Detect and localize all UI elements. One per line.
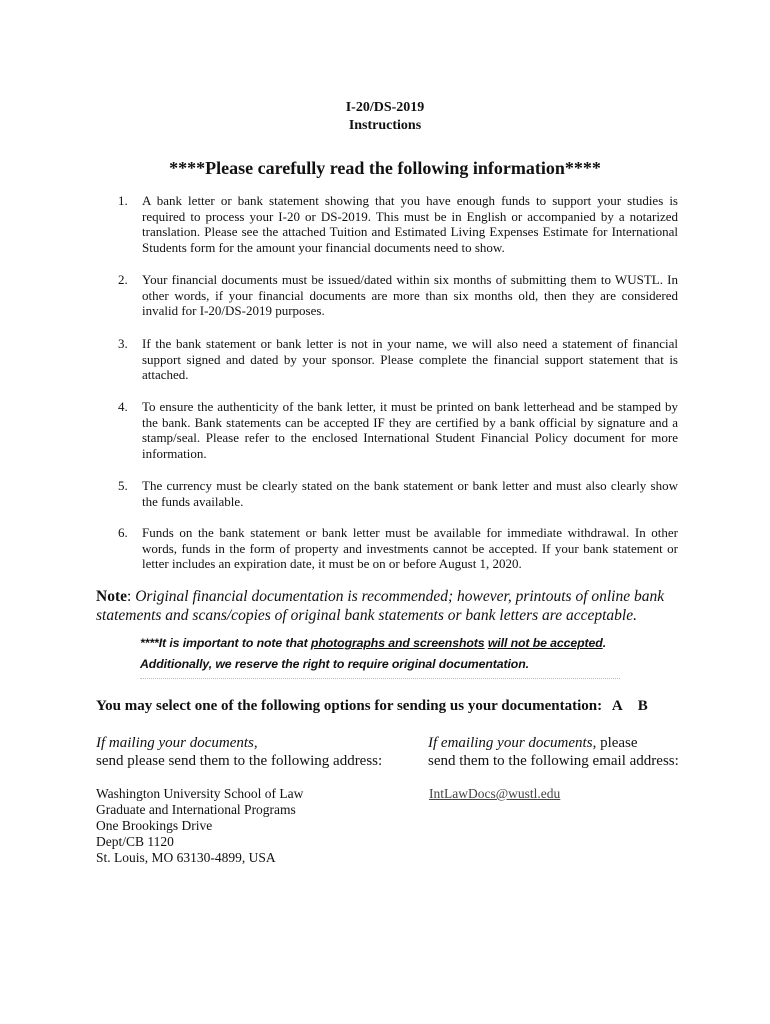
list-item-text: Funds on the bank statement or bank letter must be available for immediate withdrawal. In other words, funds in the form of property and investments cannot be accepted. If your bank statement or letter includes an expiration date, it must be on or before August 1, 2020. xyxy=(142,525,678,571)
mail-intro-rest: , xyxy=(253,735,258,751)
list-item-text: Your financial documents must be issued/dated within six months of submitting them to WUSTL. In other words, if your financial documents are more than six months old, then they are considered invalid for I-20/DS-2019 purposes. xyxy=(142,272,678,318)
note-text: Original financial documentation is recommended; however, printouts of online bank statements and scans/copies of original bank statements or bank letters are acceptable. xyxy=(96,588,665,624)
list-item xyxy=(118,478,678,509)
warning-text-5: . Additionally, we reserve the right to require original documentation. xyxy=(140,636,607,671)
options-text: You may select one of the following options for sending us your documentation: xyxy=(96,698,603,714)
list-item-text: If the bank statement or bank letter is not in your name, we will also need a statement of financial support signed and dated by your sponsor. Please complete the financial support statement that is attached. xyxy=(142,336,678,382)
list-item-number: 4. xyxy=(118,399,128,414)
list-item-text: A bank letter or bank statement showing that you have enough funds to support your studies is required to process your I-20 or DS-2019. This must be in English or accompanied by a notarized translation. Please see the attached Tuition and Estimated Living Expenses Estimate for International Students form for the amount your financial documents need to show. xyxy=(142,193,678,255)
list-item xyxy=(118,336,678,383)
section-heading: ****Please carefully read the following information**** xyxy=(169,158,601,178)
email-intro xyxy=(428,734,679,752)
address-line: One Brookings Drive xyxy=(96,818,213,833)
address-line: St. Louis, MO 63130-4899, USA xyxy=(96,850,276,865)
list-item-number: 5. xyxy=(118,478,128,493)
email-line2: send them to the following email address: xyxy=(428,753,679,769)
mail-line2: send please send them to the following address: xyxy=(96,753,383,769)
list-item xyxy=(118,525,678,572)
list-item-text: The currency must be clearly stated on the bank statement or bank letter and must also clearly show the funds available. xyxy=(142,478,678,509)
options-heading xyxy=(96,698,696,715)
note-colon: : xyxy=(127,588,136,605)
email-instructions xyxy=(428,734,679,770)
note-paragraph xyxy=(96,587,676,625)
list-item xyxy=(118,272,678,319)
mail-intro-italic: If mailing your documents xyxy=(96,735,254,751)
warning-text-4: will not be accepted xyxy=(487,636,603,650)
address-line: Dept/CB 1120 xyxy=(96,834,174,849)
list-item-text: To ensure the authenticity of the bank letter, it must be printed on bank letterhead and be stamped by the bank. Bank statements can be accepted IF they are certified by a bank official by signature and a stamp/seal. Please refer to the enclosed International Student Financial Policy document for more information. xyxy=(142,399,678,461)
warning-text-2: photographs and screenshots xyxy=(310,636,485,650)
email-link[interactable]: IntLawDocs@wustl.edu xyxy=(429,786,561,801)
email-intro-rest: , please xyxy=(592,735,638,751)
list-item-number: 6. xyxy=(118,525,128,540)
list-item-number: 3. xyxy=(118,336,128,351)
option-b: B xyxy=(637,698,648,714)
warning-text-1: ****It is important to note that xyxy=(140,636,311,650)
list-item xyxy=(118,399,678,461)
document-subtitle: Instructions xyxy=(348,118,422,133)
address-line: Graduate and International Programs xyxy=(96,802,296,817)
mailing-address xyxy=(96,786,303,866)
email-intro-italic: If emailing your documents xyxy=(428,735,593,751)
note-label: Note xyxy=(96,588,127,605)
option-a: A xyxy=(611,698,623,714)
mail-intro xyxy=(96,734,382,752)
address-line: Washington University School of Law xyxy=(96,786,304,801)
document-title: I-20/DS-2019 xyxy=(345,100,425,115)
mail-instructions xyxy=(96,734,382,770)
list-item-number: 1. xyxy=(118,193,128,208)
divider xyxy=(140,678,620,679)
list-item xyxy=(118,193,678,255)
list-item-number: 2. xyxy=(118,272,128,287)
warning-paragraph xyxy=(140,633,660,675)
